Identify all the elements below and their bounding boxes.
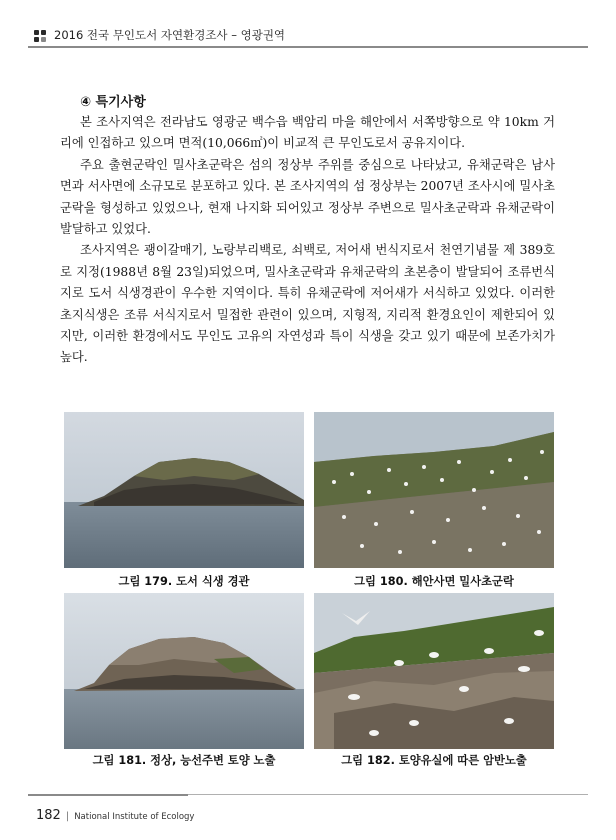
island-landscape-photo-icon [64,412,304,568]
footer-rule [28,794,188,796]
header-rule [28,46,588,48]
figure-182-photo [314,593,554,749]
paragraph-2: 주요 출현군락인 밀사초군락은 섬의 정상부 주위를 중심으로 나타났고, 유채군락은 남사면과 서사면에 소규모로 분포하고 있다. 본 조사지역의 섬 정상부는 2007년 조사시에 밀사초군락을 형성하고 있었으나, 현재 나지화 되어있고 정상부 주변으로 밀사초군락과 유채군락이 발달하고 있었다. [60,157,555,237]
paragraph-3: 조사지역은 괭이갈매기, 노랑부리백로, 쇠백로, 저어새 번식지로서 천연기념물 제 389호로 지정(1988년 8월 23일)되었으며, 밀사초군락과 유채군락의 초본층이 발달되어 조류번식지로 도서 식생경관이 우수한 지역이다. 특히 유채군락에 저어새가 서식하고 있었다. 이러한 초지식생은 조류 서식지로서 밀접한 관련이 있으며, 지형적, 지리적 환경요인이 제한되어 있지만, 이러한 환경에서도 무인도 고유의 자연성과 특이 식생을 갖고 있기 때문에 보존가치가 높다. [60,243,555,365]
figure-182-caption: 그림 182. 토양유실에 따른 암반노출 [341,754,527,767]
figure-181-photo [64,593,304,749]
footer-separator: | [65,811,70,822]
footer-rule-thin [188,794,588,795]
section-title: ④ 특기사항 [80,95,146,110]
page-footer [36,804,194,823]
body-text [60,112,555,369]
figure-179-caption: 그림 179. 도서 식생 경관 [118,575,250,588]
running-header [28,25,588,47]
figure-181-caption: 그림 181. 정상, 능선주변 토양 노출 [92,754,276,767]
paragraph-1: 본 조사지역은 전라남도 영광군 백수읍 백암리 마을 해안에서 서쪽방향으로 약 10km 거리에 인접하고 있으며 면적(10,066㎡)이 비교적 큰 무인도로서 공유지이다. [60,115,555,151]
header-bullet-icon [34,30,46,42]
seabird-colony-photo-icon [314,412,554,568]
page-number: 182 [36,808,61,823]
footer-institute: National Institute of Ecology [74,812,195,822]
figure-179-photo [64,412,304,568]
figure-180-caption: 그림 180. 해안사면 밀사초군락 [354,575,514,588]
header-title: 2016 전국 무인도서 자연환경조사 – 영광권역 [54,28,286,42]
figure-180-photo [314,412,554,568]
rock-outcrop-gulls-photo-icon [314,593,554,749]
island-exposed-soil-photo-icon [64,593,304,749]
